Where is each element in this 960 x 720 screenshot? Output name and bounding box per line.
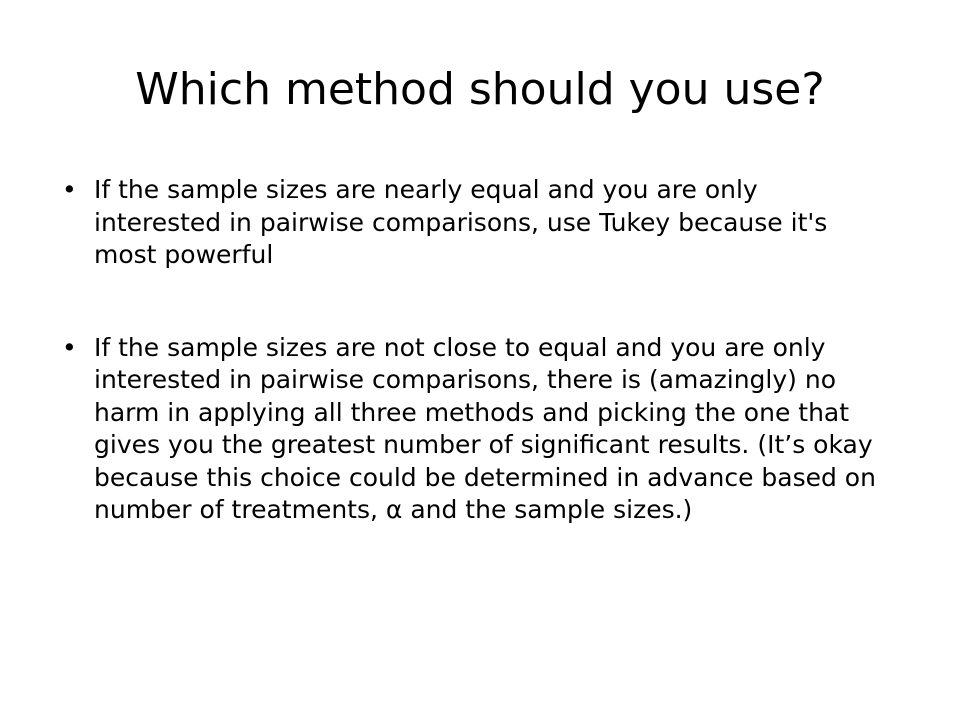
bullet-text: If the sample sizes are not close to equal and you are only interested in pairwise comparisons, there is (amazingly) no harm in applying all three methods and picking the one that gives you the greatest number of significant results. (It’s okay because this choice could be determined in advance based on number of treatments, α and the sample sizes.) (94, 332, 876, 524)
bullet-list (62, 174, 892, 527)
slide-title: Which method should you use? (135, 64, 825, 115)
bullet-item-tukey (62, 174, 892, 272)
bullet-item-unequal-sizes (62, 332, 892, 527)
bullet-icon: • (62, 332, 77, 362)
bullet-icon: • (62, 175, 77, 204)
bullet-text: If the sample sizes are nearly equal and you are only interested in pairwise comparisons, use Tukey because it's most powerful (94, 175, 828, 269)
